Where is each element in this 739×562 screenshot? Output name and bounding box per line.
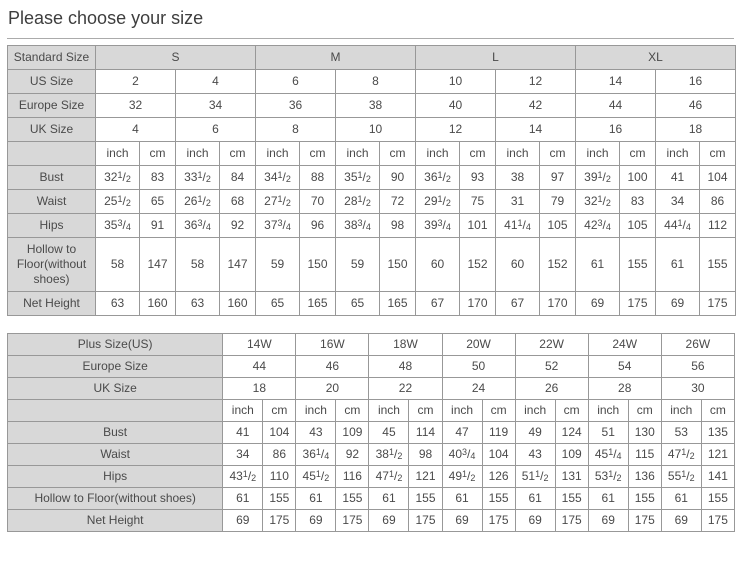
measure-cell: $26^1/_2$: [176, 190, 220, 214]
measure-cell: 104: [482, 444, 515, 466]
unit-cell: inch: [223, 400, 263, 422]
measure-cell: 109: [336, 422, 369, 444]
measure-cell: 119: [482, 422, 515, 444]
size-cell: 38: [336, 94, 416, 118]
measure-cell: $35^1/_2$: [336, 166, 380, 190]
measure-cell: 175: [701, 510, 734, 532]
measure-cell: 135: [701, 422, 734, 444]
measure-cell: 69: [576, 292, 620, 316]
row-label: Europe Size: [8, 356, 223, 378]
title-divider: [7, 38, 734, 39]
measure-cell: $25^1/_2$: [96, 190, 140, 214]
table-row: [8, 466, 735, 488]
size-cell: 12: [496, 70, 576, 94]
unit-cell: cm: [409, 400, 442, 422]
measure-cell: 43: [515, 444, 555, 466]
size-cell: 40: [416, 94, 496, 118]
measure-cell: 109: [555, 444, 588, 466]
table-row: [8, 488, 735, 510]
measure-cell: 58: [96, 238, 140, 292]
size-cell: 16: [656, 70, 736, 94]
measure-cell: 112: [700, 214, 736, 238]
measure-cell: $34^1/_2$: [256, 166, 300, 190]
measure-cell: 136: [628, 466, 661, 488]
row-label: UK Size: [8, 118, 96, 142]
measure-cell: $49^1/_2$: [442, 466, 482, 488]
measure-cell: 65: [256, 292, 300, 316]
measure-cell: 124: [555, 422, 588, 444]
measure-cell: 116: [336, 466, 369, 488]
units-corner: [8, 400, 223, 422]
measure-cell: 92: [220, 214, 256, 238]
measure-cell: $45^1/_2$: [296, 466, 336, 488]
measure-cell: 51: [588, 422, 628, 444]
measure-cell: 61: [223, 488, 263, 510]
row-label: Net Height: [8, 510, 223, 532]
size-cell: 12: [416, 118, 496, 142]
measure-cell: 105: [540, 214, 576, 238]
measure-cell: $38^3/_4$: [336, 214, 380, 238]
row-label: Net Height: [8, 292, 96, 316]
row-label: Waist: [8, 190, 96, 214]
measure-cell: 175: [482, 510, 515, 532]
unit-cell: cm: [620, 142, 656, 166]
measure-cell: $32^1/_2$: [576, 190, 620, 214]
unit-cell: inch: [442, 400, 482, 422]
measure-cell: $47^1/_2$: [661, 444, 701, 466]
measure-cell: 41: [656, 166, 700, 190]
measure-cell: 90: [380, 166, 416, 190]
measure-cell: 69: [588, 510, 628, 532]
size-group-header: S: [96, 46, 256, 70]
table-row: [8, 70, 736, 94]
measure-cell: 114: [409, 422, 442, 444]
measure-cell: 155: [700, 238, 736, 292]
size-group-header: M: [256, 46, 416, 70]
measure-cell: 155: [263, 488, 296, 510]
size-cell: 16: [576, 118, 656, 142]
measure-cell: $44^1/_4$: [656, 214, 700, 238]
measure-cell: 121: [701, 444, 734, 466]
measure-cell: 131: [555, 466, 588, 488]
measure-cell: 175: [628, 510, 661, 532]
row-label: Bust: [8, 166, 96, 190]
size-cell: 26W: [661, 334, 734, 356]
measure-cell: $39^1/_2$: [576, 166, 620, 190]
measure-cell: 43: [296, 422, 336, 444]
unit-cell: inch: [496, 142, 540, 166]
measure-cell: 101: [460, 214, 496, 238]
measure-cell: $53^1/_2$: [588, 466, 628, 488]
size-cell: 2: [96, 70, 176, 94]
measure-cell: 65: [140, 190, 176, 214]
measure-cell: 61: [515, 488, 555, 510]
measure-cell: 65: [336, 292, 380, 316]
table-row: [8, 214, 736, 238]
unit-cell: cm: [300, 142, 336, 166]
size-cell: 28: [588, 378, 661, 400]
measure-cell: 152: [540, 238, 576, 292]
measure-cell: $27^1/_2$: [256, 190, 300, 214]
measure-cell: 67: [496, 292, 540, 316]
table-row: [8, 378, 735, 400]
size-cell: 22: [369, 378, 442, 400]
row-label: Hips: [8, 214, 96, 238]
measure-cell: 61: [576, 238, 620, 292]
row-label: Hollow to Floor(without shoes): [8, 488, 223, 510]
size-cell: 6: [256, 70, 336, 94]
measure-cell: $40^3/_4$: [442, 444, 482, 466]
row-label: Hollow to Floor(without shoes): [8, 238, 96, 292]
size-cell: 30: [661, 378, 734, 400]
measure-cell: 160: [220, 292, 256, 316]
measure-cell: $36^1/_2$: [416, 166, 460, 190]
measure-cell: $55^1/_2$: [661, 466, 701, 488]
size-cell: 44: [223, 356, 296, 378]
table-row: [8, 422, 735, 444]
measure-cell: 105: [620, 214, 656, 238]
size-cell: 4: [96, 118, 176, 142]
measure-cell: 98: [380, 214, 416, 238]
measure-cell: 47: [442, 422, 482, 444]
measure-cell: 61: [656, 238, 700, 292]
measure-cell: 38: [496, 166, 540, 190]
unit-cell: cm: [263, 400, 296, 422]
table-row: [8, 118, 736, 142]
measure-cell: $39^3/_4$: [416, 214, 460, 238]
measure-cell: $43^1/_2$: [223, 466, 263, 488]
measure-cell: 130: [628, 422, 661, 444]
measure-cell: 69: [369, 510, 409, 532]
measure-cell: $37^3/_4$: [256, 214, 300, 238]
measure-cell: 96: [300, 214, 336, 238]
size-cell: 8: [336, 70, 416, 94]
measure-cell: 175: [336, 510, 369, 532]
table-row: [8, 356, 735, 378]
measure-cell: 91: [140, 214, 176, 238]
measure-cell: 155: [336, 488, 369, 510]
unit-cell: inch: [576, 142, 620, 166]
unit-cell: inch: [96, 142, 140, 166]
unit-cell: inch: [661, 400, 701, 422]
measure-cell: 69: [223, 510, 263, 532]
unit-cell: cm: [336, 400, 369, 422]
measure-cell: $47^1/_2$: [369, 466, 409, 488]
measure-cell: 150: [300, 238, 336, 292]
measure-cell: 147: [140, 238, 176, 292]
standard-size-table: [7, 45, 736, 316]
measure-cell: 69: [661, 510, 701, 532]
measure-cell: 104: [263, 422, 296, 444]
measure-cell: 93: [460, 166, 496, 190]
size-cell: 18: [656, 118, 736, 142]
measure-cell: 97: [540, 166, 576, 190]
table-row: [8, 166, 736, 190]
measure-cell: 170: [540, 292, 576, 316]
unit-cell: cm: [460, 142, 496, 166]
measure-cell: 75: [460, 190, 496, 214]
measure-cell: 104: [700, 166, 736, 190]
size-cell: 34: [176, 94, 256, 118]
measure-cell: 110: [263, 466, 296, 488]
measure-cell: 165: [380, 292, 416, 316]
table-row: [8, 292, 736, 316]
measure-cell: 61: [442, 488, 482, 510]
measure-cell: $36^3/_4$: [176, 214, 220, 238]
measure-cell: 58: [176, 238, 220, 292]
measure-cell: 84: [220, 166, 256, 190]
row-label: UK Size: [8, 378, 223, 400]
measure-cell: $38^1/_2$: [369, 444, 409, 466]
measure-cell: $41^1/_4$: [496, 214, 540, 238]
table-row: [8, 142, 736, 166]
measure-cell: 72: [380, 190, 416, 214]
unit-cell: inch: [176, 142, 220, 166]
unit-cell: inch: [416, 142, 460, 166]
unit-cell: cm: [540, 142, 576, 166]
size-cell: 6: [176, 118, 256, 142]
row-label: Plus Size(US): [8, 334, 223, 356]
measure-cell: 175: [409, 510, 442, 532]
size-cell: 32: [96, 94, 176, 118]
unit-cell: cm: [701, 400, 734, 422]
measure-cell: 53: [661, 422, 701, 444]
unit-cell: cm: [482, 400, 515, 422]
size-cell: 56: [661, 356, 734, 378]
size-cell: 50: [442, 356, 515, 378]
unit-cell: inch: [296, 400, 336, 422]
size-cell: 8: [256, 118, 336, 142]
measure-cell: 141: [701, 466, 734, 488]
size-cell: 26: [515, 378, 588, 400]
unit-cell: cm: [140, 142, 176, 166]
unit-cell: inch: [515, 400, 555, 422]
size-cell: 14W: [223, 334, 296, 356]
measure-cell: $42^3/_4$: [576, 214, 620, 238]
measure-cell: 155: [620, 238, 656, 292]
unit-cell: inch: [656, 142, 700, 166]
measure-cell: 98: [409, 444, 442, 466]
measure-cell: 121: [409, 466, 442, 488]
size-cell: 48: [369, 356, 442, 378]
measure-cell: 59: [336, 238, 380, 292]
table-row: [8, 444, 735, 466]
unit-cell: cm: [700, 142, 736, 166]
measure-cell: 92: [336, 444, 369, 466]
measure-cell: 175: [263, 510, 296, 532]
measure-cell: $36^1/_4$: [296, 444, 336, 466]
measure-cell: 61: [661, 488, 701, 510]
size-cell: 20W: [442, 334, 515, 356]
size-cell: 52: [515, 356, 588, 378]
measure-cell: $28^1/_2$: [336, 190, 380, 214]
unit-cell: inch: [256, 142, 300, 166]
table-row: [8, 238, 736, 292]
units-corner: [8, 142, 96, 166]
measure-cell: $32^1/_2$: [96, 166, 140, 190]
size-cell: 16W: [296, 334, 369, 356]
size-cell: 54: [588, 356, 661, 378]
measure-cell: 155: [409, 488, 442, 510]
size-group-header: L: [416, 46, 576, 70]
measure-cell: 175: [700, 292, 736, 316]
unit-cell: cm: [220, 142, 256, 166]
table-row: [8, 190, 736, 214]
measure-cell: 34: [656, 190, 700, 214]
measure-cell: 160: [140, 292, 176, 316]
row-label: Waist: [8, 444, 223, 466]
size-cell: 24: [442, 378, 515, 400]
measure-cell: 61: [296, 488, 336, 510]
measure-cell: 61: [588, 488, 628, 510]
measure-cell: 61: [369, 488, 409, 510]
measure-cell: 45: [369, 422, 409, 444]
measure-cell: 170: [460, 292, 496, 316]
measure-cell: 155: [555, 488, 588, 510]
size-cell: 22W: [515, 334, 588, 356]
measure-cell: 155: [701, 488, 734, 510]
row-label: US Size: [8, 70, 96, 94]
measure-cell: 147: [220, 238, 256, 292]
unit-cell: inch: [588, 400, 628, 422]
size-cell: 4: [176, 70, 256, 94]
measure-cell: 152: [460, 238, 496, 292]
measure-cell: $35^3/_4$: [96, 214, 140, 238]
size-cell: 24W: [588, 334, 661, 356]
size-cell: 18: [223, 378, 296, 400]
measure-cell: 126: [482, 466, 515, 488]
table-row: [8, 94, 736, 118]
measure-cell: 68: [220, 190, 256, 214]
measure-cell: 31: [496, 190, 540, 214]
measure-cell: 49: [515, 422, 555, 444]
size-cell: 20: [296, 378, 369, 400]
measure-cell: 69: [515, 510, 555, 532]
row-label: Hips: [8, 466, 223, 488]
measure-cell: $33^1/_2$: [176, 166, 220, 190]
measure-cell: $51^1/_2$: [515, 466, 555, 488]
measure-cell: 60: [416, 238, 460, 292]
size-cell: 46: [656, 94, 736, 118]
measure-cell: 63: [176, 292, 220, 316]
row-label: Europe Size: [8, 94, 96, 118]
measure-cell: 70: [300, 190, 336, 214]
size-cell: 10: [416, 70, 496, 94]
unit-cell: inch: [336, 142, 380, 166]
measure-cell: 100: [620, 166, 656, 190]
measure-cell: 69: [442, 510, 482, 532]
size-cell: 14: [576, 70, 656, 94]
table-row: [8, 334, 735, 356]
measure-cell: 83: [140, 166, 176, 190]
size-group-header: XL: [576, 46, 736, 70]
measure-cell: 155: [482, 488, 515, 510]
measure-cell: 155: [628, 488, 661, 510]
page-title: Please choose your size: [8, 8, 204, 28]
measure-cell: 86: [263, 444, 296, 466]
measure-cell: 69: [296, 510, 336, 532]
measure-cell: 60: [496, 238, 540, 292]
unit-cell: cm: [380, 142, 416, 166]
measure-cell: 86: [700, 190, 736, 214]
table-row: [8, 400, 735, 422]
measure-cell: $45^1/_4$: [588, 444, 628, 466]
unit-cell: inch: [369, 400, 409, 422]
measure-cell: 63: [96, 292, 140, 316]
measure-cell: 115: [628, 444, 661, 466]
measure-cell: 34: [223, 444, 263, 466]
measure-cell: $29^1/_2$: [416, 190, 460, 214]
corner-label: Standard Size: [8, 46, 96, 70]
table-row: [8, 510, 735, 532]
measure-cell: 67: [416, 292, 460, 316]
unit-cell: cm: [628, 400, 661, 422]
measure-cell: 175: [620, 292, 656, 316]
plus-size-table: [7, 333, 735, 532]
unit-cell: cm: [555, 400, 588, 422]
measure-cell: 59: [256, 238, 300, 292]
measure-cell: 69: [656, 292, 700, 316]
measure-cell: 83: [620, 190, 656, 214]
measure-cell: 175: [555, 510, 588, 532]
measure-cell: 41: [223, 422, 263, 444]
table-row: [8, 46, 736, 70]
size-cell: 44: [576, 94, 656, 118]
measure-cell: 79: [540, 190, 576, 214]
size-cell: 14: [496, 118, 576, 142]
size-cell: 10: [336, 118, 416, 142]
size-cell: 42: [496, 94, 576, 118]
measure-cell: 88: [300, 166, 336, 190]
measure-cell: 165: [300, 292, 336, 316]
size-cell: 46: [296, 356, 369, 378]
measure-cell: 150: [380, 238, 416, 292]
row-label: Bust: [8, 422, 223, 444]
size-cell: 18W: [369, 334, 442, 356]
size-cell: 36: [256, 94, 336, 118]
